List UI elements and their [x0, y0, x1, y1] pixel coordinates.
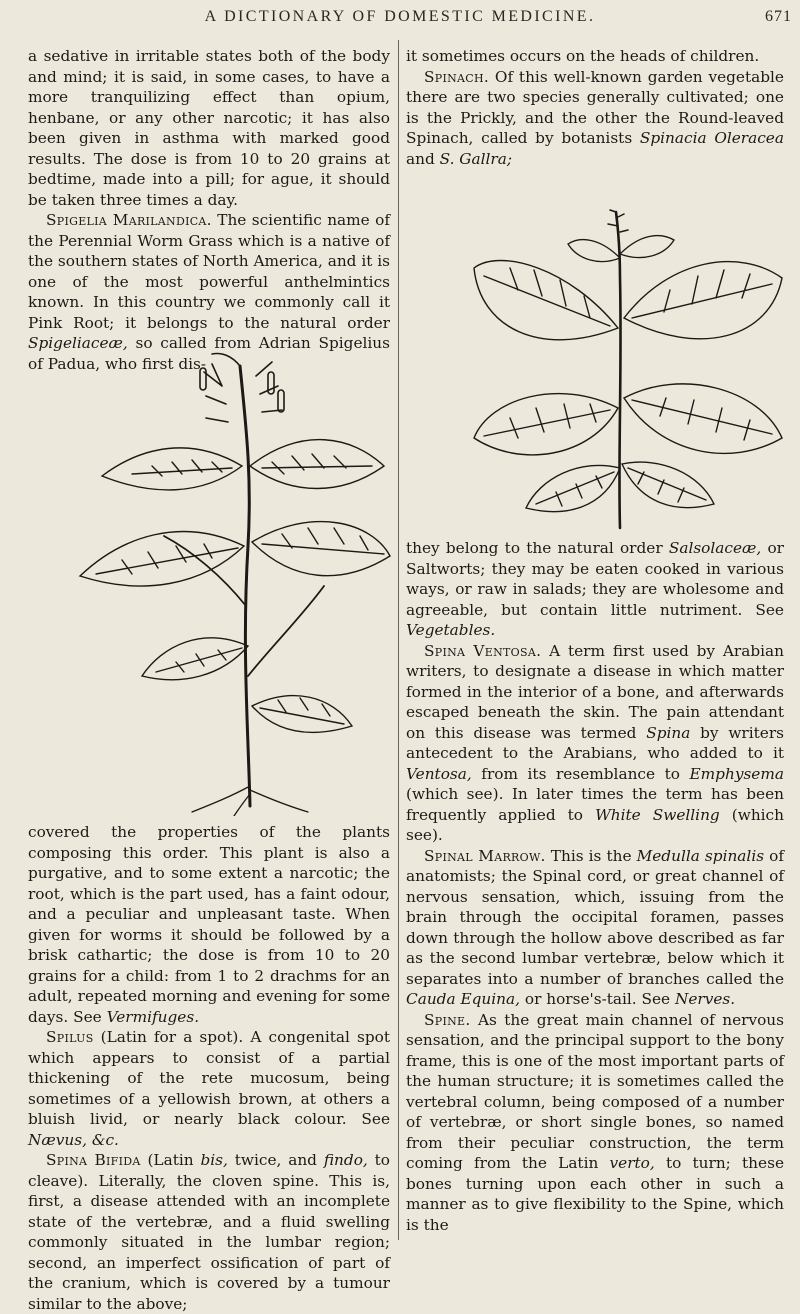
paragraph-spinach-continuation: they belong to the natural order Salsolaceæ, or Saltworts; they may be eaten cooked in various ways, or raw in salads; they are wholesome and agreeable, but contain little nutriment. See Vegetables.	[406, 539, 784, 639]
entry-heading: Spinal Marrow.	[424, 846, 546, 865]
entry-heading: Spine.	[424, 1010, 471, 1029]
entry-heading: Spigelia Marilandica.	[46, 211, 212, 229]
header-title: A DICTIONARY OF DOMESTIC MEDICINE.	[204, 8, 596, 25]
entry-spilus: Spilus (Latin for a spot). A congenital spot which appears to consist of a partial thickening of the rete mucosum, being sometimes of a yellowish brown, at others a bluish livid, or nearly black colour. See Nævus, &c.	[28, 1028, 390, 1149]
entry-spine: Spine. As the great main channel of nervous sensation, and the principal support to the bony frame, this is one of the most important parts of the human structure; it is sometimes called the vertebral column, being composed of a number of vertebræ, or short single bones, so named from their peculiar construction, the term coming from the Latin verto, to turn; these bones turning upon each other in such a manner as to give flexibility to the Spine, which is the	[406, 1010, 784, 1234]
spinach-plant-illustration	[470, 208, 786, 530]
paragraph-sedative-continuation: a sedative in irritable states both of the body and mind; it is said, in some cases, to have a more tranquilizing effect than opium, henbane, or any other narcotic; it has also been given in asthma with marked good results. The dose is from 10 to 20 grains at bedtime, made into a pill; for ague, it should be taken three times a day.	[28, 47, 390, 209]
left-column-top	[28, 46, 390, 374]
entry-heading: Spinach.	[424, 67, 490, 86]
entry-heading: Spina Bifida	[46, 1151, 141, 1169]
entry-spina-ventosa: Spina Ventosa. A term first used by Arabian writers, to designate a disease in which matter formed in the interior of a bone, and afterwards escaped beneath the skin. The pain attendant on this disease was termed Spina by writers antecedent to the Arabians, who added to it Ventosa, from its resemblance to Emphysema (which see). In later times the term has been frequently applied to White Swelling (which see).	[406, 641, 785, 844]
right-column-bottom	[406, 538, 784, 1235]
entry-spina-bifida: Spina Bifida (Latin bis, twice, and findo, to cleave). Literally, the cloven spine. This is, first, a disease attended with an incomplete state of the vertebræ, and a fluid swelling commonly situated in the lumbar region; second, an imperfect ossification of part of the cranium, which is covered by a tumour similar to the above;	[28, 1151, 390, 1313]
paragraph-spina-bifida-continuation: it sometimes occurs on the heads of children.	[406, 47, 760, 65]
page-number: 671	[765, 8, 792, 25]
entry-spinach: Spinach. Of this well-known garden vegetable there are two species generally cultivated; one is the Prickly, and the other the Round-leaved Spinach, called by botanists Spinacia Oleracea and S. Gallra;	[406, 67, 784, 168]
spigelia-plant-illustration	[72, 346, 392, 816]
left-column-bottom	[28, 822, 390, 1314]
column-divider	[398, 40, 399, 1240]
entry-spinal-marrow: Spinal Marrow. This is the Medulla spinalis of anatomists; the Spinal cord, or great channel of nervous sensation, which, issuing from the brain through the occipital foramen, passes down through the hollow above described as far as the second lumbar vertebræ, below which it separates into a number of branches called the Cauda Equina, or horse's-tail. See Nerves.	[406, 846, 784, 1008]
paragraph-spigelia-continuation: covered the properties of the plants composing this order. This plant is also a purgative, and to some extent a narcotic; the root, which is the part used, has a faint odour, and a peculiar and unpleasant taste. When given for worms it should be followed by a brisk cathartic; the dose is from 10 to 20 grains for a child: from 1 to 2 drachms for an adult, repeated morning and evening for some days. See Vermifuges.	[28, 823, 390, 1026]
running-header	[0, 8, 800, 36]
entry-spigelia-marilandica: Spigelia Marilandica. The scientific name of the Perennial Worm Grass which is a native of the southern states of North America, and it is one of the most powerful anthelmintics known. In this country we commonly call it Pink Root; it belongs to the natural order Spigeliaceæ, so called from Adrian Spigelius of Padua, who first dis-	[28, 211, 391, 373]
entry-heading: Spina Ventosa.	[424, 641, 542, 660]
right-column-top	[406, 46, 784, 169]
entry-heading: Spilus	[46, 1028, 94, 1046]
